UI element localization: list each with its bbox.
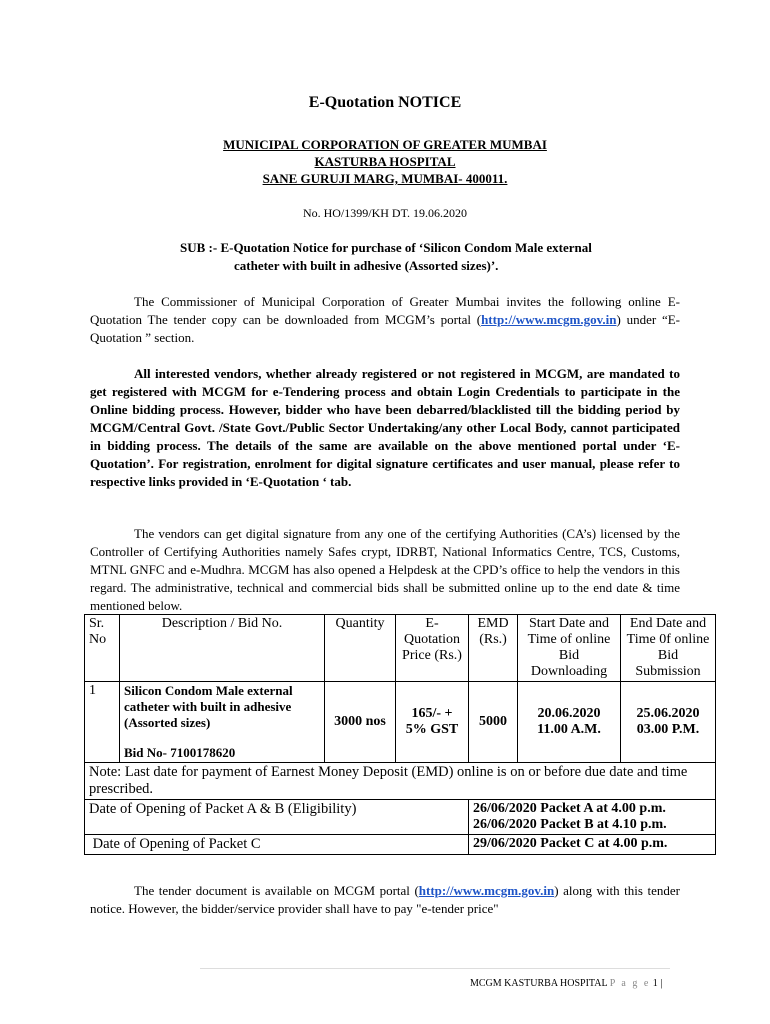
footer-page-number: 1 | bbox=[652, 978, 663, 989]
header-quantity: Quantity bbox=[325, 615, 396, 682]
subject-line-2: catheter with built in adhesive (Assorted sizes)’. bbox=[234, 258, 499, 273]
mcgm-portal-link[interactable]: http://www.mcgm.gov.in bbox=[481, 312, 617, 327]
emd-note: Note: Last date for payment of Earnest Money Deposit (EMD) online is on or before due date and time prescribed. bbox=[85, 763, 716, 800]
cell-quantity: 3000 nos bbox=[325, 682, 396, 763]
header-sr-no: Sr. No bbox=[85, 615, 120, 682]
page-footer bbox=[470, 978, 662, 989]
packet-ab-dates: 26/06/2020 Packet A at 4.00 p.m. 26/06/2020 Packet B at 4.10 p.m. bbox=[469, 800, 716, 835]
cell-sr: 1 bbox=[85, 682, 120, 763]
footer-page-word: P a g e bbox=[609, 978, 651, 989]
packet-c-date: 29/06/2020 Packet C at 4.00 p.m. bbox=[469, 835, 716, 855]
cell-price: 165/- + 5% GST bbox=[396, 682, 469, 763]
mcgm-portal-link-2[interactable]: http://www.mcgm.gov.in bbox=[418, 883, 555, 898]
reference-number: No. HO/1399/KH DT. 19.06.2020 bbox=[302, 206, 468, 220]
cell-start-date: 20.06.2020 11.00 A.M. bbox=[518, 682, 621, 763]
table-row bbox=[85, 682, 716, 763]
packet-c-row bbox=[85, 835, 716, 855]
paragraph-registration: All interested vendors, whether already registered or not registered in MCGM, are mandated to get registered with MCGM for e-Tendering process and obtain Login Credentials to participate in the Online bidding process. However, bidder who have been debarred/blacklisted till the bidding period by MCGM/Central Govt. /State Govt./Public Sector Undertaking/any other Local Body, cannot participated in bidding process. The details of the same are available on the above mentioned portal under ‘E-Quotation’. For registration, enrolment for digital signature certificates and user manual, please refer to respective links provided in ‘E-Quotation ‘ tab. bbox=[90, 366, 680, 489]
header-description: Description / Bid No. bbox=[120, 615, 325, 682]
paragraph-intro: The Commissioner of Municipal Corporation of Greater Mumbai invites the following online E-Quotation The tender copy can be downloaded from MCGM’s portal (http://www.mcgm.gov.in) under “E-Quotation ” section. bbox=[90, 294, 680, 345]
bid-number: Bid No- 7100178620 bbox=[124, 745, 236, 760]
packet-ab-label: Date of Opening of Packet A & B (Eligibility) bbox=[85, 800, 469, 835]
note-row bbox=[85, 763, 716, 800]
footer-divider bbox=[200, 968, 670, 969]
cell-description: Silicon Condom Male external catheter with built in adhesive (Assorted sizes) Bid No- 7100178620 bbox=[120, 682, 325, 763]
packet-ab-row bbox=[85, 800, 716, 835]
org-line-1: MUNICIPAL CORPORATION OF GREATER MUMBAI bbox=[223, 137, 547, 152]
paragraph-digital-signature: The vendors can get digital signature from any one of the certifying Authorities (CA’s) licensed by the Controller of Certifying Authorities namely Safes crypt, IDRBT, National Informatics Centre, TCS, Customs, MTNL GNFC and e-Mudhra. MCGM has also opened a Helpdesk at the CPD’s office to help the vendors in this regard. The administrative, technical and commercial bids shall be submitted online up to the end date & time mentioned below. bbox=[90, 526, 680, 613]
cell-end-date: 25.06.2020 03.00 P.M. bbox=[621, 682, 716, 763]
subject-line-1: SUB :- E-Quotation Notice for purchase of ‘Silicon Condom Male external bbox=[180, 240, 592, 255]
table-header-row bbox=[85, 615, 716, 682]
packet-c-label: Date of Opening of Packet C bbox=[85, 835, 469, 855]
header-end-date: End Date and Time 0f online Bid Submission bbox=[621, 615, 716, 682]
paragraph-tender-document: The tender document is available on MCGM portal (http://www.mcgm.gov.in) along with this tender notice. However, the bidder/service provider shall have to pay "e-tender price" bbox=[90, 883, 680, 916]
org-line-3: SANE GURUJI MARG, MUMBAI- 400011. bbox=[262, 171, 508, 186]
bid-table bbox=[84, 614, 716, 855]
notice-title: E-Quotation NOTICE bbox=[308, 94, 462, 111]
org-line-2: KASTURBA HOSPITAL bbox=[314, 154, 456, 169]
subject bbox=[180, 239, 685, 275]
header-emd: EMD (Rs.) bbox=[469, 615, 518, 682]
footer-hospital: MCGM KASTURBA HOSPITAL bbox=[470, 978, 608, 989]
cell-emd: 5000 bbox=[469, 682, 518, 763]
header-start-date: Start Date and Time of online Bid Downloading bbox=[518, 615, 621, 682]
header-price: E-Quotation Price (Rs.) bbox=[396, 615, 469, 682]
